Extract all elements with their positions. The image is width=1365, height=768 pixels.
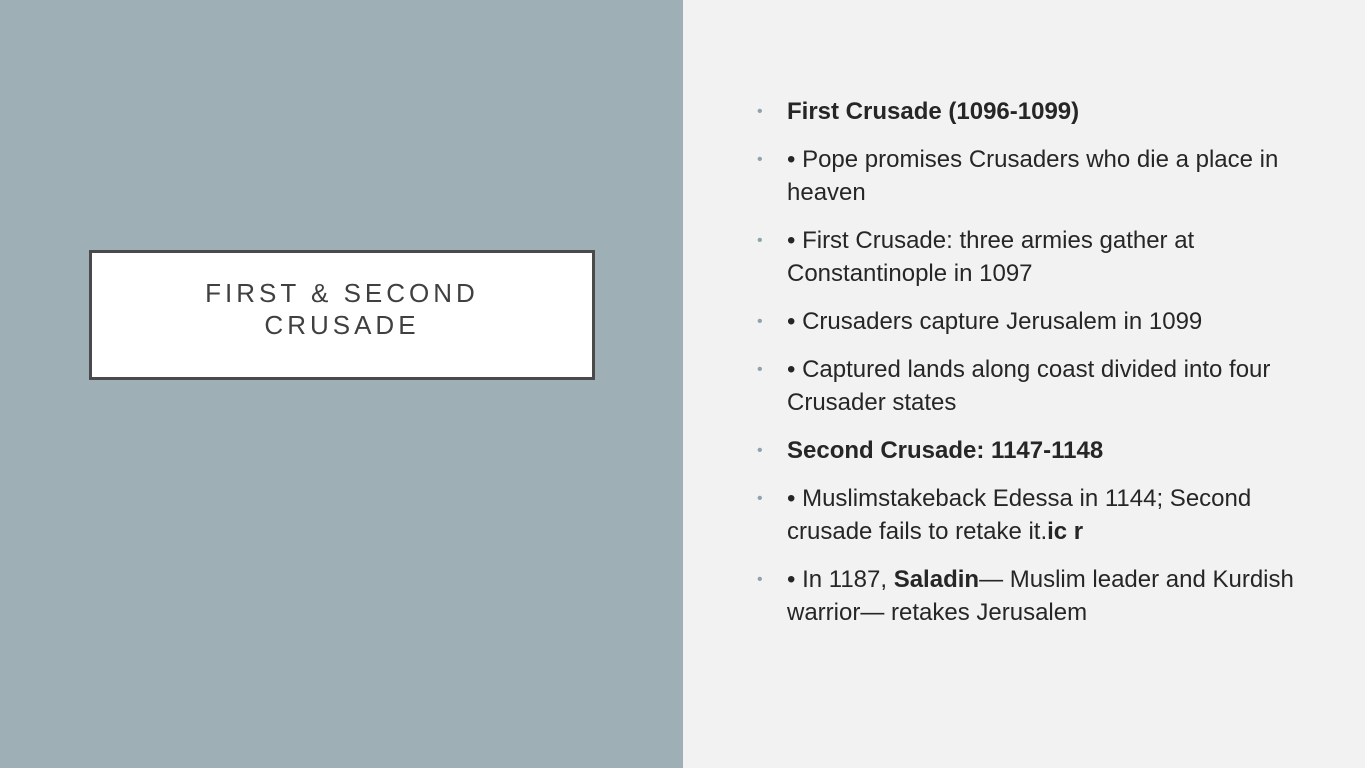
bullet-text-saladin: Saladin xyxy=(893,566,980,593)
bullet-item xyxy=(757,353,1317,419)
slide-title-line-1: FIRST & SECOND xyxy=(205,278,479,308)
bullet-marker: • xyxy=(757,313,763,330)
bullet-item xyxy=(757,434,1317,467)
bullet-bold-fragment: ic r xyxy=(1047,518,1084,545)
bullet-list xyxy=(757,95,1317,644)
bullet-marker: • xyxy=(757,571,763,588)
title-box xyxy=(89,250,595,380)
slide-title-line-2: CRUSADE xyxy=(264,310,420,340)
bullet-text: • Crusaders capture Jerusalem in 1099 xyxy=(787,308,1203,335)
bullet-text: • Pope promises Crusaders who die a place in heaven xyxy=(787,146,1279,206)
bullet-text-pre: • In 1187, xyxy=(787,566,894,593)
bullet-item xyxy=(757,224,1317,290)
bullet-item xyxy=(757,305,1317,338)
bullet-marker: • xyxy=(757,361,763,378)
bullet-item xyxy=(757,482,1317,548)
bullet-text: • Muslimstakeback Edessa in 1144; Second crusade fails to retake it. xyxy=(787,485,1252,545)
bullet-marker: • xyxy=(757,103,763,120)
bullet-item xyxy=(757,95,1317,128)
slide-title xyxy=(205,277,479,341)
bullet-marker: • xyxy=(757,490,763,507)
bullet-text-post: — Muslim leader and Kurdish warrior— retakes Jerusalem xyxy=(787,566,1294,626)
bullet-marker: • xyxy=(757,151,763,168)
bullet-marker: • xyxy=(757,232,763,249)
bullet-text: Second Crusade: 1147-1148 xyxy=(787,437,1104,464)
bullet-text: • First Crusade: three armies gather at Constantinople in 1097 xyxy=(787,227,1195,287)
bullet-text: First Crusade (1096-1099) xyxy=(787,98,1080,125)
bullet-marker: • xyxy=(757,442,763,459)
bullet-item xyxy=(757,143,1317,209)
bullet-item xyxy=(757,563,1317,629)
bullet-text: • Captured lands along coast divided into four Crusader states xyxy=(787,356,1271,416)
